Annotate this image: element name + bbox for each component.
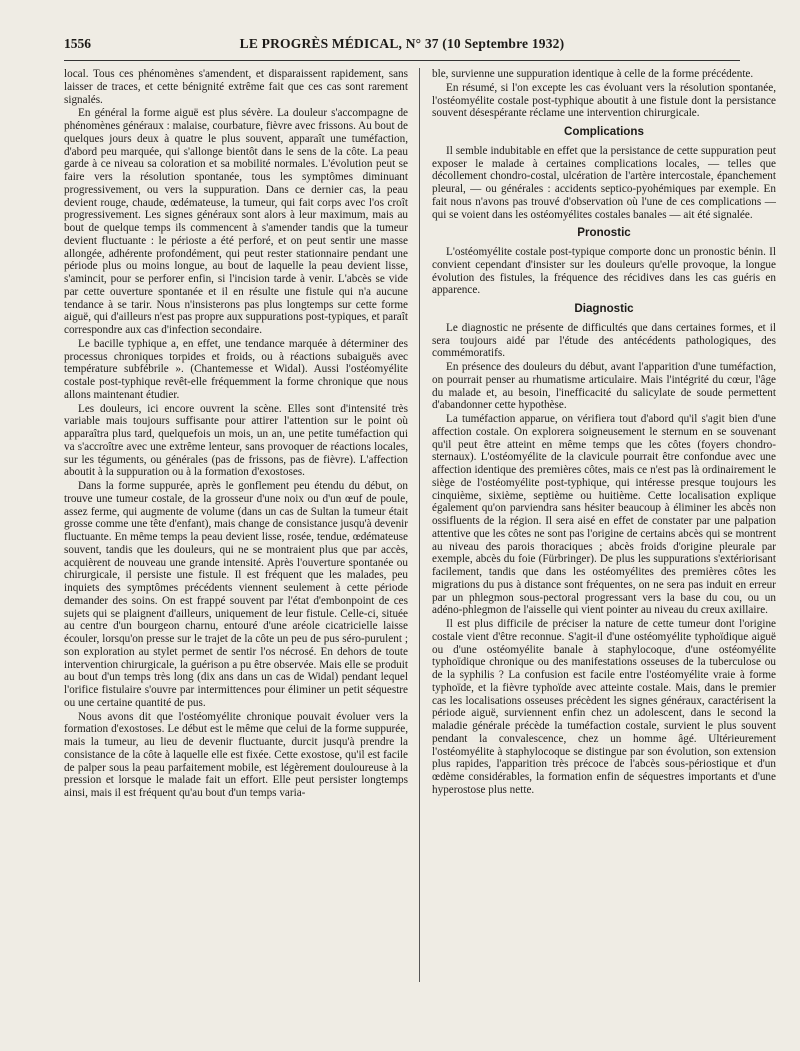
left-column	[64, 68, 408, 801]
paragraph: Le diagnostic ne présente de difficultés que dans certaines formes, et il sera toujours aidé par l'étude des antécédents pathologiques, des commémoratifs.	[432, 321, 776, 360]
paragraph: En général la forme aiguë est plus sévère. La douleur s'accompagne de phénomènes généraux : malaise, courbature, fièvre avec frissons. Au bout de quelques jours deux à quatre le plus souvent, apparaît une tuméfaction, d'abord peu marquée, qui s'allonge bientôt dans le sens de la côte. La peau garde à ce niveau sa coloration et sa mobilité normales. L'évolution peut se faire vers la résolution spontanée, tous les symptômes diminuant progressivement, ou vers la suppuration. Dans ce dernier cas, la peau devient rouge, chaude, œdémateuse, la tumeur, qui fait corps avec l'os croît progressivement. Les signes généraux sont alors à leur maximum, mais au bout de quelque temps ils commencent à s'amender tandis que la tumeur devient fluctuante : le périoste a été perforé, et on peut sentir une masse allongée, adhérente profondément, qui peut rester stationnaire pendant une période plus ou moins longue, au bout de laquelle la peau devient lisse, s'amincit, pour se perforer enfin, si l'incision tarde à venir. L'abcès se vide par cette ouverture spontanée et il en résulte une fistule qui n'a aucune tendance à se tarir. Nous n'insisterons pas plus longtemps sur cette forme aiguë, qui d'ailleurs n'est pas propre aux suppurations post-typiques, et paraît correspondre aux cas d'infection secondaire.	[64, 107, 408, 336]
header-rule	[64, 60, 740, 61]
paragraph: Nous avons dit que l'ostéomyélite chronique pouvait évoluer vers la formation d'exostoses. Le début est le même que celui de la forme suppurée, mais la tumeur, au lieu de devenir fluctuante, durcit jusqu'à prendre la consistance de la côte à laquelle elle est fixée. Cette exostose, qu'il est facile de palper sous la peau parfaitement mobile, est légèrement douloureuse à la pression et lorsque le malade fait un effort. Elle peut persister longtemps ainsi, mais il est fréquent qu'au bout d'un temps varia-	[64, 710, 408, 799]
paragraph: La tuméfaction apparue, on vérifiera tout d'abord qu'il s'agit bien d'une affection costale. On explorera soigneusement le sternum en se souvenant qu'il peut être atteint en même temps que les côtes (foyers chondro-sternaux). L'ostéomyélite de la clavicule pourrait être confondue avec une affection identique des premières côtes, mais ce n'est pas là ordinairement le siège de l'ostéomyélite post-typhique, qui intéresse presque toujours les cinquième, sixième, septième ou huitième. Cette localisation explique également qu'on parviendra sans hésiter beaucoup à éliminer les abcès non ossifluents de la région. Il sera aisé en effet de constater par une palpation attentive que les côtes ne sont pas l'origine de certains abcès qui se montrent au niveau des parois thoraciques ; abcès froids d'origine pleurale par exemple, abcès du foie (Fürbringer). De plus les suppurations s'extériorisant facilement, tandis que dans les ostéomyélites des premières côtes les migrations du pus à distance sont fréquentes, on ne sera pas induit en erreur par un phlegmon sous-pectoral progressant vers la base du cou, ou un adéno-phlegmon de l'aisselle qui vient pointer au niveau du creux axillaire.	[432, 413, 776, 617]
paragraph: Dans la forme suppurée, après le gonflement peu étendu du début, on trouve une tumeur costale, de la grosseur d'une noix ou d'un œuf de poule, assez ferme, qui augmente de volume (dans un cas de Sultan la tumeur était grosse comme une tête d'enfant), mais change de consistance jusqu'à devenir fluctuante. En même temps la peau devient lisse, rosée, tendue, œdémateuse souvent, tandis que les douleurs, qui ne se montraient plus que par accès, acquièrent de nouveau une grande intensité. Après l'ouverture spontanée ou chirurgicale, il persiste une fistule. Il est fréquent que les malades, peu inquiets des symptômes précédents viennent seulement à cette période demander des soins. On est frappé souvent par l'état d'embonpoint de ces sujets qui se plaignent d'ailleurs, uniquement de leur fistule. Celle-ci, située au centre d'un bourgeon charnu, entouré d'une aréole cicatricielle laisse écouler, lorsqu'on presse sur le trajet de la côte un peu de pus séro-purulent ; son exploration au stylet permet de sentir l'os nécrosé. En dehors de toute intervention chirurgicale, la guérison a pu être observée. Mais elle se produit au bout d'un temps très long (dix ans dans un cas de Widal) pendant lequel l'orifice fistulaire s'ouvre par intermittences pour éliminer un petit séquestre ou une certaine quantité de pus.	[64, 480, 408, 709]
paragraph: En présence des douleurs du début, avant l'apparition d'une tuméfaction, on pourrait penser au rhumatisme articulaire. Mais l'intégrité du cœur, l'âge du malade et, au besoin, l'inefficacité du salicylate de soude permettent d'abandonner cette hypothèse.	[432, 361, 776, 412]
paragraph: L'ostéomyélite costale post-typique comporte donc un pronostic bénin. Il convient cependant d'insister sur les douleurs qu'elle provoque, la longue évolution des fistules, la fréquence des récidives dans les cas guéris en apparence.	[432, 246, 776, 297]
section-heading-diagnostic: Diagnostic	[574, 302, 634, 315]
paragraph: Le bacille typhique a, en effet, une tendance marquée à déterminer des processus chroniques torpides et froids, ou à réactions subaiguës avec température subfébrile ». (Chantemesse et Widal). Aussi l'ostéomyélite costale post-typhique revêt-elle fréquemment la forme chronique que nous allons maintenant étudier.	[64, 337, 408, 401]
paragraph: Les douleurs, ici encore ouvrent la scène. Elles sont d'intensité très variable mais toujours suffisante pour attirer l'attention sur le point où apparaîtra plus tard, quelquefois un mois, un an, une petite tuméfaction qui va s'accroître avec une extrême lenteur, sans provoquer de réactions locales, sur les téguments, ou générales (pas de frissons, pas de fièvre). L'affection aboutit à la suppuration ou à la formation d'exostoses.	[64, 402, 408, 479]
right-column	[432, 68, 776, 798]
paragraph: Il semble indubitable en effet que la persistance de cette suppuration peut exposer le malade à certaines complications locales, — telles que décollement chondro-costal, ulcération de l'artère intercostale, épanchement pleural, — ou générales : accidents septico-pyohémiques par exemple. En fait nous n'avons pas trouvé d'observation où l'une de ces complications — qui se voient dans les ostéomyélites costales banales — ait été signalée.	[432, 144, 776, 221]
page-number: 1556	[64, 36, 91, 51]
page-header	[64, 36, 740, 58]
section-heading-pronostic: Pronostic	[577, 226, 631, 240]
running-title: LE PROGRÈS MÉDICAL, N° 37 (10 Septembre 1932)	[239, 36, 565, 51]
paragraph: Il est plus difficile de préciser la nature de cette tumeur dont l'origine costale vient d'être reconnue. S'agit-il d'une ostéomyélite typhoïdique aiguë ou d'une ostéomyélite banale à staphylocoque, d'une ostéomyélite typhoïdique chronique ou des manifestations osseuses de la tuberculose ou de la syphilis ? La confusion est facile entre l'ostéomyélite vraie à forme typhoïde, et la fièvre typhoïde avec atteinte costale. Mais, dans le premier cas les localisations osseuses précèdent les signes généraux, caractérisent la période aiguë, surviennent enfin chez un adolescent, dans le second la maladie générale précède la tuméfaction costale, survient le plus souvent pendant la convalescence, chez un homme âgé. Ultérieurement l'ostéomyélite à staphylocoque se distingue par son évolution, son extension plus rapides, l'apparition très précoce de l'abcès sous-périostique et d'un œdème considérables, la formation enfin de séquestres importants et d'une hyperostose plus nette.	[432, 618, 776, 796]
column-divider	[419, 68, 420, 982]
section-heading-complications: Complications	[564, 125, 644, 138]
paragraph: En résumé, si l'on excepte les cas évoluant vers la résolution spontanée, l'ostéomyélite costale post-typhique aboutit à une fistule dont la persistance souvent désespérante réclame une intervention chirurgicale.	[432, 81, 776, 120]
paragraph: local. Tous ces phénomènes s'amendent, et disparaissent rapidement, sans laisser de traces, et cette bénignité extrême fait que ces cas sont rarement signalés.	[64, 68, 408, 106]
paragraph: ble, survienne une suppuration identique à celle de la forme précédente.	[432, 68, 754, 80]
